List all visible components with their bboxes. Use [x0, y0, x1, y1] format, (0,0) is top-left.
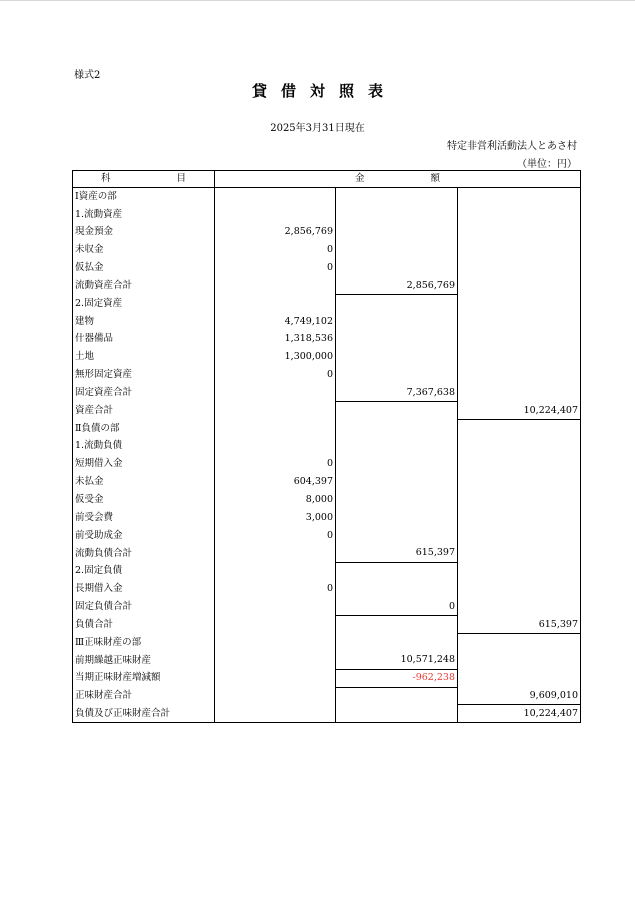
detail-amount	[215, 616, 336, 634]
detail-amount	[215, 669, 336, 687]
subtotal-amount: 7,367,638	[336, 384, 458, 402]
row-label: 流動資産合計	[73, 277, 215, 295]
subtotal-amount	[336, 509, 458, 527]
detail-amount: 0	[215, 455, 336, 473]
document-title: 貸借対照表	[251, 82, 397, 100]
table-row	[73, 277, 581, 295]
row-label: 土地	[73, 348, 215, 366]
row-label: 建物	[73, 312, 215, 330]
table-row	[73, 562, 581, 580]
form-number: 様式2	[74, 70, 101, 81]
table-row	[73, 527, 581, 545]
row-label: 2.固定資産	[73, 295, 215, 313]
total-amount	[458, 651, 581, 669]
total-amount	[458, 312, 581, 330]
subtotal-amount: 615,397	[336, 544, 458, 562]
detail-amount	[215, 437, 336, 455]
detail-amount	[215, 562, 336, 580]
table-row	[73, 402, 581, 420]
total-amount	[458, 437, 581, 455]
header-subject-char-2: 目	[176, 173, 187, 185]
as-of-date: 2025年3月31日現在	[270, 123, 365, 134]
detail-amount: 3,000	[215, 509, 336, 527]
row-label: 無形固定資産	[73, 366, 215, 384]
total-amount	[458, 580, 581, 598]
page-top-border	[0, 0, 635, 1]
row-label: 1.流動負債	[73, 437, 215, 455]
row-label: 負債及び正味財産合計	[73, 705, 215, 723]
total-amount	[458, 295, 581, 313]
total-amount	[458, 669, 581, 687]
subtotal-amount: -962,238	[336, 669, 458, 687]
subtotal-amount	[336, 634, 458, 652]
header-amount	[215, 171, 581, 188]
table-row	[73, 330, 581, 348]
subtotal-amount	[336, 491, 458, 509]
detail-amount	[215, 277, 336, 295]
detail-amount: 1,300,000	[215, 348, 336, 366]
balance-sheet-table	[72, 170, 581, 723]
detail-amount	[215, 384, 336, 402]
subtotal-amount	[336, 527, 458, 545]
header-subject-char-1: 科	[100, 173, 111, 185]
row-label: Ⅰ資産の部	[73, 188, 215, 206]
detail-amount: 1,318,536	[215, 330, 336, 348]
row-label: 仮受金	[73, 491, 215, 509]
total-amount	[458, 419, 581, 437]
total-amount	[458, 188, 581, 206]
subtotal-amount	[336, 188, 458, 206]
total-amount	[458, 205, 581, 223]
table-row	[73, 259, 581, 277]
detail-amount	[215, 598, 336, 616]
table-row	[73, 598, 581, 616]
table-header-row	[73, 171, 581, 188]
detail-amount: 2,856,769	[215, 223, 336, 241]
table-row	[73, 312, 581, 330]
table-row	[73, 580, 581, 598]
detail-amount: 0	[215, 580, 336, 598]
table-row	[73, 348, 581, 366]
row-label: 2.固定負債	[73, 562, 215, 580]
detail-amount: 0	[215, 259, 336, 277]
table-row	[73, 687, 581, 705]
row-label: 固定負債合計	[73, 598, 215, 616]
total-amount	[458, 544, 581, 562]
subtotal-amount: 10,571,248	[336, 651, 458, 669]
detail-amount: 0	[215, 366, 336, 384]
table-row	[73, 705, 581, 723]
detail-amount	[215, 651, 336, 669]
total-amount	[458, 241, 581, 259]
table-row	[73, 384, 581, 402]
subtotal-amount	[336, 419, 458, 437]
subtotal-amount	[336, 687, 458, 705]
row-label: 未収金	[73, 241, 215, 259]
table-row	[73, 366, 581, 384]
subtotal-amount: 0	[336, 598, 458, 616]
row-label: 資産合計	[73, 402, 215, 420]
detail-amount	[215, 295, 336, 313]
detail-amount: 604,397	[215, 473, 336, 491]
total-amount: 615,397	[458, 616, 581, 634]
currency-unit: （単位：円）	[517, 159, 577, 170]
total-amount	[458, 491, 581, 509]
table-row	[73, 651, 581, 669]
detail-amount: 4,749,102	[215, 312, 336, 330]
table-row	[73, 241, 581, 259]
row-label: Ⅱ負債の部	[73, 419, 215, 437]
total-amount	[458, 473, 581, 491]
organization-name: 特定非営利活動法人とあさ村	[447, 141, 577, 152]
subtotal-amount	[336, 616, 458, 634]
total-amount	[458, 348, 581, 366]
total-amount	[458, 598, 581, 616]
row-label: 仮払金	[73, 259, 215, 277]
total-amount	[458, 455, 581, 473]
total-amount	[458, 384, 581, 402]
detail-amount	[215, 705, 336, 723]
total-amount	[458, 509, 581, 527]
detail-amount: 0	[215, 527, 336, 545]
row-label: Ⅲ正味財産の部	[73, 634, 215, 652]
table-row	[73, 188, 581, 206]
detail-amount	[215, 402, 336, 420]
row-label: 固定資産合計	[73, 384, 215, 402]
row-label: 什器備品	[73, 330, 215, 348]
total-amount: 10,224,407	[458, 402, 581, 420]
row-label: 短期借入金	[73, 455, 215, 473]
detail-amount	[215, 544, 336, 562]
row-label: 負債合計	[73, 616, 215, 634]
table-row	[73, 509, 581, 527]
table-row	[73, 634, 581, 652]
subtotal-amount	[336, 473, 458, 491]
table-row	[73, 616, 581, 634]
table-row	[73, 205, 581, 223]
subtotal-amount	[336, 241, 458, 259]
detail-amount: 8,000	[215, 491, 336, 509]
subtotal-amount: 2,856,769	[336, 277, 458, 295]
detail-amount: 0	[215, 241, 336, 259]
header-amount-char-1: 金	[354, 173, 365, 185]
subtotal-amount	[336, 455, 458, 473]
total-amount	[458, 366, 581, 384]
subtotal-amount	[336, 223, 458, 241]
total-amount	[458, 259, 581, 277]
subtotal-amount	[336, 580, 458, 598]
row-label: 流動負債合計	[73, 544, 215, 562]
detail-amount	[215, 634, 336, 652]
table-row	[73, 491, 581, 509]
row-label: 前受会費	[73, 509, 215, 527]
table-row	[73, 473, 581, 491]
table-row	[73, 295, 581, 313]
subtotal-amount	[336, 259, 458, 277]
subtotal-amount	[336, 705, 458, 723]
subtotal-amount	[336, 295, 458, 313]
total-amount	[458, 527, 581, 545]
table-row	[73, 544, 581, 562]
subtotal-amount	[336, 312, 458, 330]
row-label: 前期繰越正味財産	[73, 651, 215, 669]
row-label: 長期借入金	[73, 580, 215, 598]
total-amount	[458, 277, 581, 295]
subtotal-amount	[336, 562, 458, 580]
total-amount: 10,224,407	[458, 705, 581, 723]
table-row	[73, 669, 581, 687]
total-amount	[458, 330, 581, 348]
subtotal-amount	[336, 330, 458, 348]
total-amount	[458, 562, 581, 580]
row-label: 現金預金	[73, 223, 215, 241]
subtotal-amount	[336, 366, 458, 384]
detail-amount	[215, 188, 336, 206]
subtotal-amount	[336, 402, 458, 420]
total-amount: 9,609,010	[458, 687, 581, 705]
row-label: 1.流動資産	[73, 205, 215, 223]
detail-amount	[215, 205, 336, 223]
table-row	[73, 455, 581, 473]
subtotal-amount	[336, 437, 458, 455]
subtotal-amount	[336, 205, 458, 223]
row-label: 正味財産合計	[73, 687, 215, 705]
table-row	[73, 419, 581, 437]
header-amount-char-2: 額	[430, 173, 441, 185]
row-label: 未払金	[73, 473, 215, 491]
row-label: 当期正味財産増減額	[73, 669, 215, 687]
table-row	[73, 437, 581, 455]
total-amount	[458, 223, 581, 241]
row-label: 前受助成金	[73, 527, 215, 545]
detail-amount	[215, 419, 336, 437]
table-row	[73, 223, 581, 241]
total-amount	[458, 634, 581, 652]
detail-amount	[215, 687, 336, 705]
header-subject	[73, 171, 215, 188]
subtotal-amount	[336, 348, 458, 366]
